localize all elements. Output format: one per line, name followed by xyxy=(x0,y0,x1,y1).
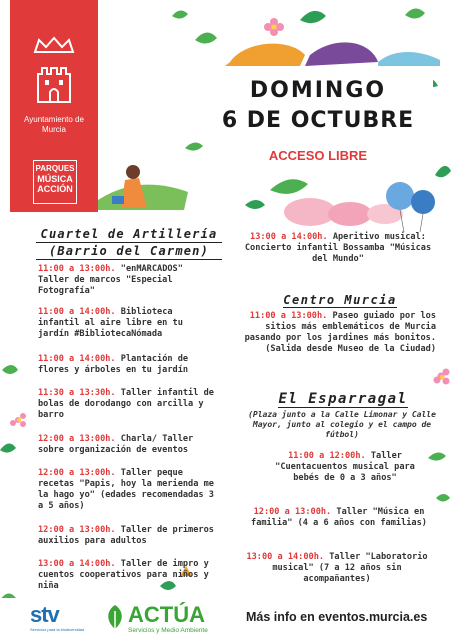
sky-blob xyxy=(378,52,440,66)
event-time: 12:00 a 13:00h. xyxy=(38,434,116,444)
event-item xyxy=(38,264,218,297)
event-text: Taller "Música en familia" (4 a 6 años con familias) xyxy=(251,507,427,528)
event-text: Taller "Laboratorio musical" (7 a 12 años sin acompañantes) xyxy=(272,552,428,584)
event-item xyxy=(38,559,218,592)
location-subtitle: (Plaza junto a la Calle Limonar y Calle Mayor, junto al colegio y el campo de fútbol) xyxy=(248,410,436,439)
section-title-esparragal xyxy=(270,390,416,408)
logo-line: ACCIÓN xyxy=(37,184,73,194)
purple-blob xyxy=(305,42,378,66)
crown-icon xyxy=(33,36,75,54)
actua-tagline: Servicios y Medio Ambiente xyxy=(128,627,208,634)
event-item xyxy=(38,307,218,340)
event-time: 11:00 a 14:00h. xyxy=(38,307,116,317)
event-text: Biblioteca infantil al aire libre en tu jardín #BibliotecaNómada xyxy=(38,307,183,339)
event-time: 13:00 a 14:00h. xyxy=(250,232,328,242)
section-title-line: El Esparragal xyxy=(278,391,408,407)
parques-musica-accion-logo xyxy=(33,160,77,204)
event-item xyxy=(38,388,218,421)
event-time: 11:00 a 14:00h. xyxy=(38,354,116,364)
title-card xyxy=(203,66,433,172)
event-text: Aperitivo musical: Concierto infantil Bossamba "Músicas del Mundo" xyxy=(244,232,432,264)
stv-tagline: Servicios para la biodiversidad xyxy=(30,627,85,632)
event-text: Taller de impro y cuentos cooperativos para niños y niña xyxy=(38,559,209,591)
section-title-line: Cuartel de Artillería xyxy=(36,226,222,243)
event-time: 13:00 a 14:00h. xyxy=(246,552,325,562)
actua-logo: ACTÚA xyxy=(128,602,205,627)
event-text: Taller "Cuentacuentos musical para bebés de 0 a 3 años" xyxy=(275,451,415,483)
event-text: Charla/ Taller sobre organización de eventos xyxy=(38,434,194,455)
event-text: Taller de primeros auxilios para adultos xyxy=(38,525,214,546)
section-title-cuartel xyxy=(36,226,222,260)
logo-line: PARQUES xyxy=(35,164,75,173)
organization-name: Ayuntamiento de Murcia xyxy=(24,115,84,134)
event-item xyxy=(260,451,430,484)
event-item xyxy=(38,468,218,512)
logo-line: MÚSICA xyxy=(37,174,73,184)
reading-girl-illustration xyxy=(98,165,188,210)
section-title-centro xyxy=(270,292,410,308)
event-item xyxy=(240,232,436,265)
event-time: 12:00 a 13:00h. xyxy=(38,525,116,535)
event-item xyxy=(38,525,218,547)
event-item xyxy=(244,311,436,355)
event-text: "enMARCADOS" Taller de marcos "Especial Fotografía" xyxy=(38,264,183,296)
event-time: 12:00 a 13:00h. xyxy=(38,468,116,478)
balloons-illustration xyxy=(386,182,435,232)
event-text: Paseo guiado por los sitios más emblemáticos de Murcia pasando por los jardines más bonitos. (Salida desde Museo de la Ciudad) xyxy=(244,311,436,354)
event-item xyxy=(238,552,436,585)
orange-blob xyxy=(225,44,305,66)
event-text: Plantación de flores y árboles en tu jardín xyxy=(38,354,189,375)
stv-logo: stv xyxy=(30,602,59,627)
title-date: 6 DE OCTUBRE xyxy=(221,108,415,133)
event-time: 12:00 a 13:00h. xyxy=(253,507,332,517)
event-text: Taller infantil de bolas de dorodango con arcilla y barro xyxy=(38,388,214,420)
leaf-icon xyxy=(104,603,126,631)
section-title-line: Centro Murcia xyxy=(283,293,397,307)
more-info-link[interactable]: Más info en eventos.murcia.es xyxy=(246,610,428,624)
event-item xyxy=(38,354,218,376)
title-day: DOMINGO xyxy=(249,78,387,103)
event-time: 11:00 a 13:00h. xyxy=(249,311,328,321)
event-item xyxy=(38,434,218,456)
section-title-line: (Barrio del Carmen) xyxy=(36,243,222,260)
event-time: 13:00 a 14:00h. xyxy=(38,559,116,569)
sponsor-footer xyxy=(0,598,452,640)
castle-tower-icon xyxy=(32,64,76,104)
access-label: ACCESO LIBRE xyxy=(268,148,368,163)
event-time: 11:30 a 13:30h. xyxy=(38,388,116,398)
event-text: Taller peque recetas "Papis, hoy la merienda me la hago yo" (edades recomendadas 3 a 5 años) xyxy=(38,468,214,511)
event-time: 11:00 a 12:00h. xyxy=(288,451,366,461)
event-item xyxy=(246,507,432,529)
event-time: 11:00 a 13:00h. xyxy=(38,264,116,274)
